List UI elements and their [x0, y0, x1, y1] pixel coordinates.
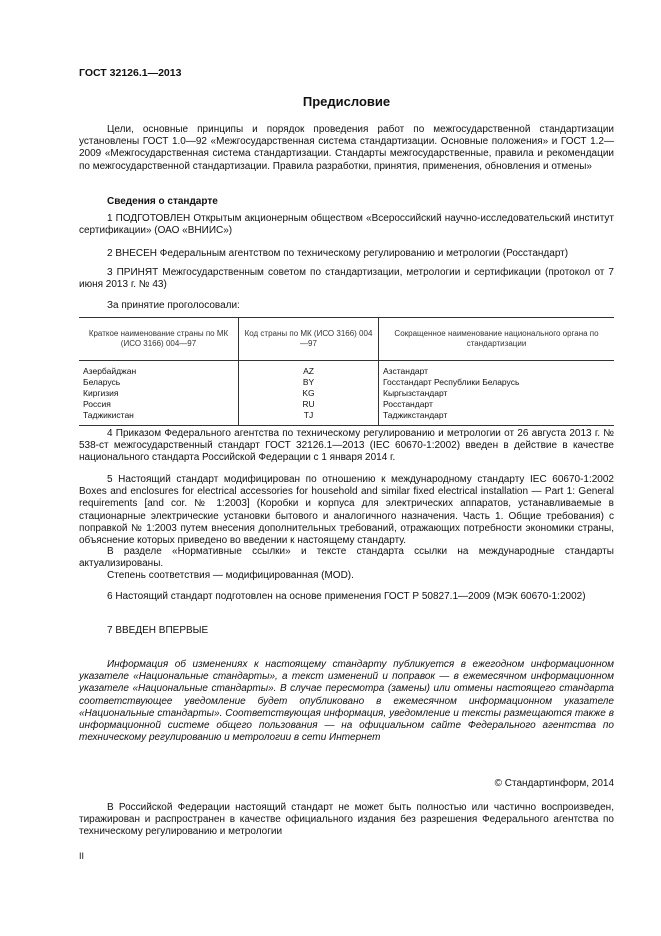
- page-number: II: [79, 851, 85, 861]
- country-cell: Россия: [79, 399, 239, 410]
- item-1-paragraph: 1 ПОДГОТОВЛЕН Открытым акционерным обществом «Всероссийский научно-исследовательский институт сертификации» (ОАО «ВНИИС»): [79, 213, 614, 237]
- body-cell: Госстандарт Республики Беларусь: [379, 377, 615, 388]
- code-cell: BY: [239, 377, 379, 388]
- country-cell: Киргизия: [79, 388, 239, 399]
- table-row: [79, 388, 614, 399]
- country-cell: Беларусь: [79, 377, 239, 388]
- voting-table: [79, 317, 614, 426]
- table-header-code: Код страны по МК (ИСО 3166) 004—97: [239, 318, 379, 361]
- legal-notice: В Российской Федерации настоящий стандарт не может быть полностью или частично воспроизведен, тиражирован и распространен в качестве официального издания без разрешения Федерального агентства по техническому регулированию и метрологии: [79, 802, 614, 838]
- table-header-body: Сокращенное наименование национального органа по стандартизации: [379, 318, 615, 361]
- code-cell: RU: [239, 399, 379, 410]
- code-cell: AZ: [239, 361, 379, 378]
- body-cell: Кыргызстандарт: [379, 388, 615, 399]
- item-7-paragraph: 7 ВВЕДЕН ВПЕРВЫЕ: [107, 625, 209, 636]
- item-6-paragraph: 6 Настоящий стандарт подготовлен на основе применения ГОСТ Р 50827.1—2009 (МЭК 60670-1:2002): [107, 591, 586, 602]
- document-id: ГОСТ 32126.1—2013: [79, 67, 182, 79]
- table-row: [79, 361, 614, 378]
- country-cell: Азербайджан: [79, 361, 239, 378]
- country-cell: Таджикистан: [79, 410, 239, 426]
- table-header-row: [79, 318, 614, 361]
- item-5-note-degree: Степень соответствия — модифицированная (MOD).: [107, 570, 354, 581]
- body-cell: Росстандарт: [379, 399, 615, 410]
- table-row: [79, 410, 614, 426]
- item-3-paragraph: 3 ПРИНЯТ Межгосударственным советом по стандартизации, метрологии и сертификации (протокол от 7 июня 2013 г. № 43): [79, 267, 614, 291]
- body-cell: Таджикстандарт: [379, 410, 615, 426]
- code-cell: KG: [239, 388, 379, 399]
- intro-paragraph: Цели, основные принципы и порядок проведения работ по межгосударственной стандартизации установлены ГОСТ 1.0—92 «Межгосударственная система стандартизации. Основные положения» и ГОСТ 1.2—2009 «Межгосударственная система стандартизации. Стандарты межгосударственные, правила и рекомендации по межгосударственной стандартизации. Правила разработки, принятия, применения, обновления и отмены»: [79, 124, 614, 172]
- item-2-paragraph: 2 ВНЕСЕН Федеральным агентством по техническому регулированию и метрологии (Росстандарт): [107, 248, 569, 259]
- voted-label: За принятие проголосовали:: [107, 300, 240, 311]
- table-row: [79, 377, 614, 388]
- body-cell: Азстандарт: [379, 361, 615, 378]
- code-cell: TJ: [239, 410, 379, 426]
- item-5-note-references: В разделе «Нормативные ссылки» и тексте стандарта ссылки на международные стандарты актуализированы.: [79, 546, 614, 570]
- copyright: © Стандартинформ, 2014: [494, 778, 614, 789]
- item-5-paragraph: 5 Настоящий стандарт модифицирован по отношению к международному стандарту IEC 60670-1:2002 Boxes and enclosures for electrical accessories for household and similar fixed electrical installation — Part 1: General requirements [and cor. № 1:2003] (Коробки и корпуса для электрических аппаратов, устанавливаемые в стационарные электрические установки бытового и аналогичного назначения. Часть 1. Общие требования) с поправкой № 1:2003 путем внесения дополнительных требований, отражающих потребности экономики страны, объяснение которых приведено во введении к настоящему стандарту.: [79, 474, 614, 547]
- table-header-country: Краткое наименование страны по МК (ИСО 3166) 004—97: [79, 318, 239, 361]
- item-4-paragraph: 4 Приказом Федерального агентства по техническому регулированию и метрологии от 26 августа 2013 г. № 538-ст межгосударственный стандарт ГОСТ 32126.1—2013 (IEC 60670-1:2002) введен в действие в качестве национального стандарта Российской Федерации с 1 января 2014 г.: [79, 428, 614, 464]
- page-title: Предисловие: [302, 94, 391, 109]
- change-notice: Информация об изменениях к настоящему стандарту публикуется в ежегодном информационном указателе «Национальные стандарты», а текст изменений и поправок — в ежемесячном информационном указателе «Национальные стандарты». В случае пересмотра (замены) или отмены настоящего стандарта соответствующее уведомление будет опубликовано в ежемесячном информационном указателе «Национальные стандарты». Соответствующая информация, уведомление и тексты размещаются также в информационной системе общего пользования — на официальном сайте Федерального агентства по техническому регулированию и метрологии в сети Интернет: [79, 659, 614, 744]
- table-row: [79, 399, 614, 410]
- section-title: Сведения о стандарте: [107, 196, 218, 207]
